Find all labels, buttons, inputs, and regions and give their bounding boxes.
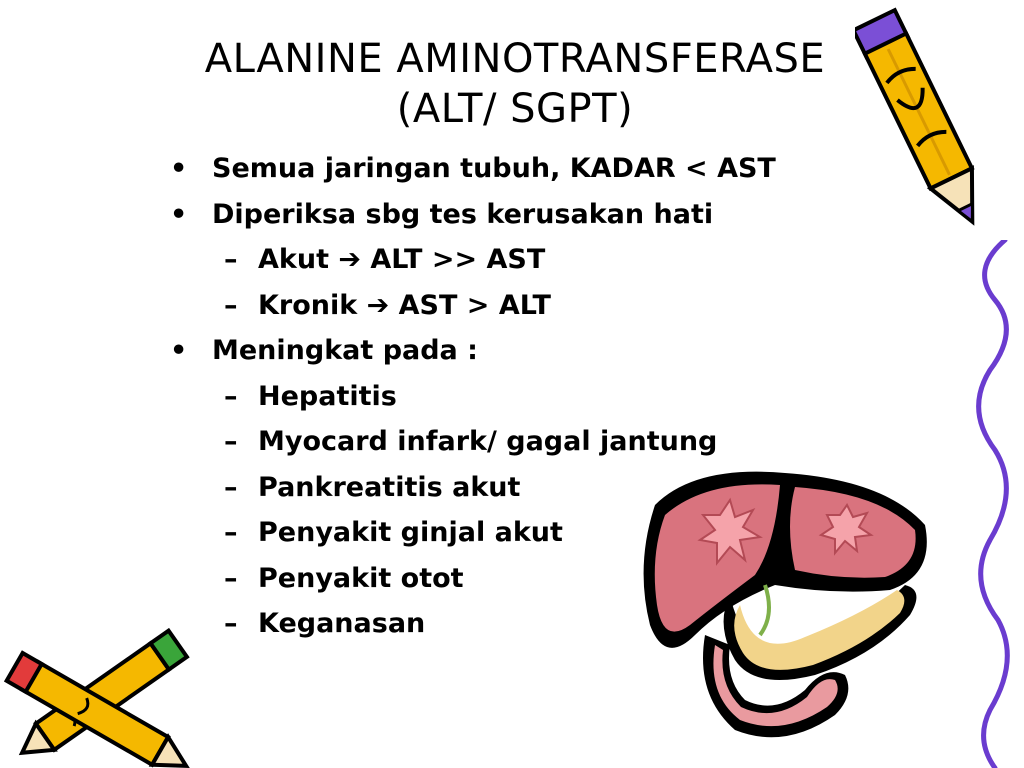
dash-marker: – [224,380,238,412]
sub-bullet-item [168,283,868,329]
liver-pancreas-illustration [635,465,940,750]
bullet-marker: • [170,198,188,230]
sub-bullet-item [168,374,868,420]
crossed-pencils-icon [0,615,210,768]
dash-marker: – [224,471,238,503]
bullet-text: Kronik ➔ AST > ALT [258,289,551,321]
bullet-text: Meningkat pada : [212,335,478,366]
bullet-text: Penyakit otot [258,562,464,594]
bullet-text: Hepatitis [258,380,397,412]
bullet-marker: • [170,153,188,184]
slide-title [120,34,910,134]
dash-marker: – [224,517,238,548]
pencil-icon [855,0,995,245]
dash-marker: – [224,426,238,457]
dash-marker: – [224,289,238,321]
title-line-2: (ALT/ SGPT) [396,86,634,132]
bullet-text: Myocard infark/ gagal jantung [258,426,718,457]
bullet-text: Pankreatitis akut [258,471,521,503]
sub-bullet-item [168,237,868,283]
bullet-marker: • [170,335,188,366]
wavy-line-decoration [960,240,1024,768]
bullet-text: Keganasan [258,608,426,639]
bullet-text: Akut ➔ ALT >> AST [258,244,546,275]
bullet-text: Diperiksa sbg tes kerusakan hati [212,198,714,230]
bullet-item [168,146,868,192]
dash-marker: – [224,562,238,594]
dash-marker: – [224,608,238,639]
bullet-item [168,192,868,238]
bullet-text: Semua jaringan tubuh, KADAR < AST [212,153,776,184]
bullet-text: Penyakit ginjal akut [258,517,563,548]
title-line-1: ALANINE AMINOTRANSFERASE [204,36,826,82]
sub-bullet-item [168,419,868,465]
bullet-item [168,328,868,374]
dash-marker: – [224,244,238,275]
